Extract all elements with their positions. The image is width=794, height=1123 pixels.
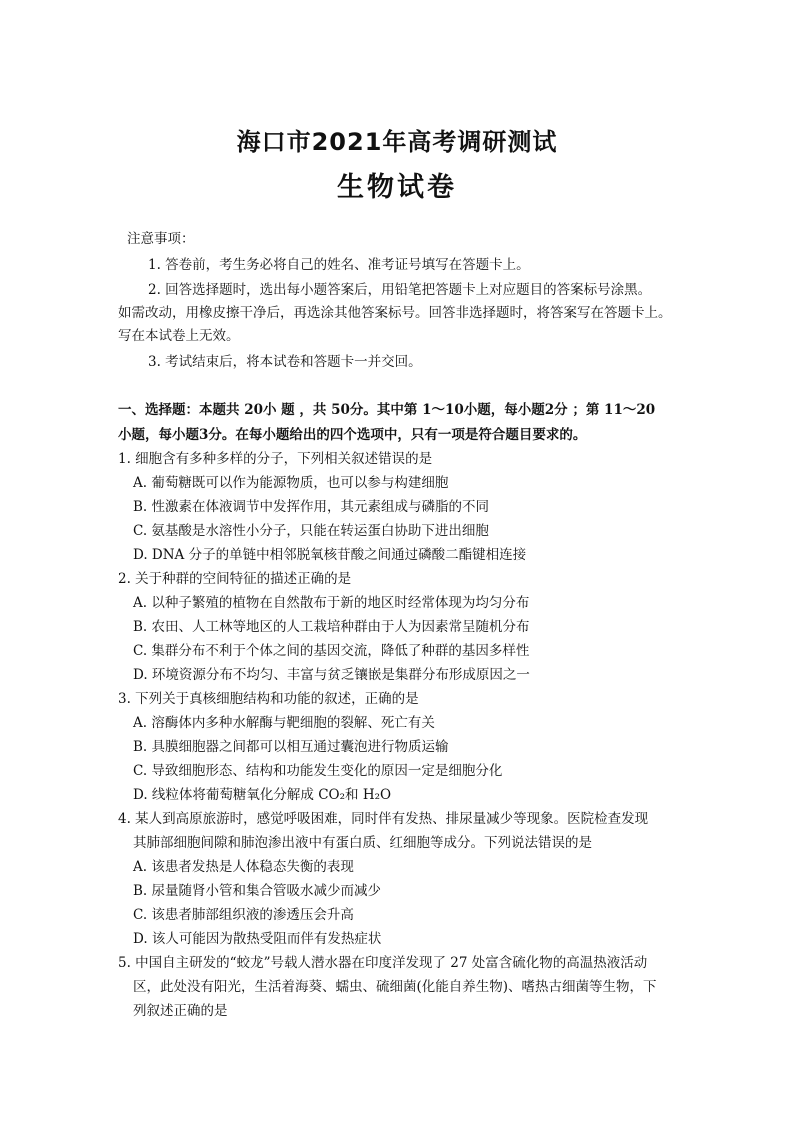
question-2-option-b: B. 农田、人工林等地区的人工栽培种群由于人为因素常呈随机分布 [133, 619, 530, 635]
question-3-option-a: A. 溶酶体内多种水解酶与靶细胞的裂解、死亡有关 [133, 715, 435, 731]
exam-title: 海口市2021年高考调研测试 [236, 128, 558, 156]
question-1-stem: 1. 细胞含有多种多样的分子，下列相关叙述错误的是 [118, 451, 433, 467]
question-4-option-a: A. 该患者发热是人体稳态失衡的表现 [133, 859, 354, 875]
note-item-2-line-2: 如需改动，用橡皮擦干净后，再选涂其他答案标号。回答非选择题时，将答案写在答题卡上。 [118, 305, 672, 321]
question-3-stem: 3. 下列关于真核细胞结构和功能的叙述，正确的是 [118, 691, 419, 707]
question-4-option-d: D. 该人可能因为散热受阻而伴有发热症状 [133, 931, 382, 947]
question-5-stem-line-1: 5. 中国自主研发的“蛟龙”号载人潜水器在印度洋发现了 27 处富含硫化物的高温热液活动 [118, 955, 648, 971]
question-2-option-c: C. 集群分布不利于个体之间的基因交流，降低了种群的基因多样性 [133, 643, 530, 659]
question-5-stem-line-3: 列叙述正确的是 [133, 1003, 228, 1019]
question-5-stem-line-2: 区，此处没有阳光，生活着海葵、蠕虫、硫细菌(化能自养生物)、嗜热古细菌等生物，下 [133, 979, 657, 995]
question-4-option-c: C. 该患者肺部组织液的渗透压会升高 [133, 907, 354, 923]
question-1-option-b: B. 性激素在体液调节中发挥作用，其元素组成与磷脂的不同 [133, 499, 490, 515]
question-2-option-d: D. 环境资源分布不均匀、丰富与贫乏镶嵌是集群分布形成原因之一 [133, 667, 530, 683]
note-item-2-line-3: 写在本试卷上无效。 [118, 328, 240, 344]
question-1-option-c: C. 氨基酸是水溶性小分子，只能在转运蛋白协助下进出细胞 [133, 523, 489, 539]
exam-subtitle: 生物试卷 [337, 172, 457, 203]
section-heading-line-2: 小题，每小题3分。在每小题给出的四个选项中，只有一项是符合题目要求的。 [118, 427, 587, 443]
question-3-option-d: D. 线粒体将葡萄糖氧化分解成 CO₂和 H₂O [133, 787, 392, 803]
question-3-option-b: B. 具膜细胞器之间都可以相互通过囊泡进行物质运输 [133, 739, 449, 755]
question-4-stem-line-1: 4. 某人到高原旅游时，感觉呼吸困难，同时伴有发热、排尿量减少等现象。医院检查发现 [118, 811, 649, 827]
note-item-1: 1. 答卷前，考生务必将自己的姓名、准考证号填写在答题卡上。 [148, 257, 530, 273]
question-2-option-a: A. 以种子繁殖的植物在自然散布于新的地区时经常体现为均匀分布 [133, 595, 530, 611]
notes-heading: 注意事项： [127, 231, 195, 247]
note-item-2-line-1: 2. 回答选择题时，选出每小题答案后，用铅笔把答题卡上对应题目的答案标号涂黑。 [148, 282, 652, 298]
section-heading-line-1: 一、选择题：本题共 20小 题 ，共 50分。其中第 1～10小题，每小题2分 ；第 11～20 [118, 402, 656, 418]
question-2-stem: 2. 关于种群的空间特征的描述正确的是 [118, 571, 352, 587]
question-4-option-b: B. 尿量随肾小管和集合管吸水减少而减少 [133, 883, 382, 899]
question-1-option-d: D. DNA 分子的单链中相邻脱氧核苷酸之间通过磷酸二酯键相连接 [133, 547, 527, 563]
note-item-3: 3. 考试结束后，将本试卷和答题卡一并交回。 [148, 354, 422, 370]
question-3-option-c: C. 导致细胞形态、结构和功能发生变化的原因一定是细胞分化 [133, 763, 503, 779]
question-1-option-a: A. 葡萄糖既可以作为能源物质，也可以参与构建细胞 [133, 475, 449, 491]
question-4-stem-line-2: 其肺部细胞间隙和肺泡渗出液中有蛋白质、红细胞等成分。下列说法错误的是 [133, 835, 592, 851]
